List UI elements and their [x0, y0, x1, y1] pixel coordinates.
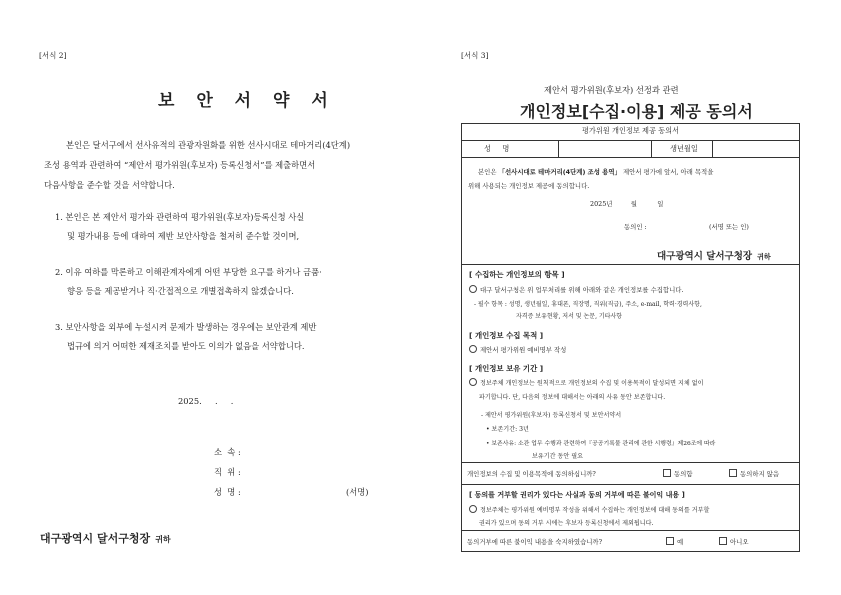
intro-line: 본인은 달서구에서 선사유적의 관광자원화를 위한 선사시대로 테마거리(4단계) — [66, 140, 351, 150]
bullet-circle-icon — [469, 505, 477, 513]
bullet-circle-icon — [469, 285, 477, 293]
section-title: [ 수집하는 개인정보의 항목 ] — [469, 270, 565, 279]
section-text: 정보주체 개인정보는 원칙적으로 개인정보의 수집 및 이용목적이 달성되면 지체 없이 — [480, 380, 704, 387]
addressee — [657, 244, 771, 263]
section-line — [469, 378, 703, 387]
privacy-consent-form — [420, 0, 841, 595]
section-title: [ 개인정보 수집 목적 ] — [469, 331, 544, 340]
signature-note: (서명) — [346, 487, 369, 497]
addressee-suffix: 귀하 — [155, 535, 171, 544]
addressee — [40, 527, 171, 546]
page-title: 보 안 서 약 서 — [158, 91, 336, 111]
section-line: - 제안서 평가위원(후보자) 등록신청서 및 보안서약서 — [481, 412, 622, 419]
no-label: 아니오 — [730, 538, 749, 546]
section-line: 보유기간 동안 필요 — [532, 453, 583, 460]
section-line: • 보존기간: 3년 — [486, 426, 529, 433]
addressee-name: 대구광역시 달서구청장 — [40, 532, 151, 545]
pledge-item-line: 및 평가내용 등에 대하여 제반 보안사항을 철저히 준수할 것이며, — [67, 231, 300, 241]
bullet-circle-icon — [469, 378, 477, 386]
section-line: 파기합니다. 단, 다음의 정보에 대해서는 아래의 사유 동안 보존합니다. — [479, 394, 666, 401]
consent-date: 2025년 월 일 — [590, 200, 664, 208]
pledge-date: 2025. . . — [178, 396, 234, 406]
form-number: [서식 3] — [461, 51, 489, 60]
name-label: 성 명 : — [214, 487, 241, 497]
section-line: 자격증 보유현황, 저서 및 논문, 기타사항 — [516, 313, 623, 320]
checkbox-icon[interactable] — [729, 469, 737, 477]
pledge-item-line: 법규에 의거 어떠한 제재조치를 받아도 이의가 없음을 서약합니다. — [67, 341, 305, 351]
consent-pre: 본인은 — [478, 168, 497, 176]
agree-label: 동의함 — [674, 470, 693, 478]
yes-checkbox[interactable] — [666, 537, 683, 546]
affiliation-label: 소 속 : — [214, 447, 241, 457]
intro-line: 조성 용역과 관련하여 “제안서 평가위원(후보자) 등록신청서”를 제출하면서 — [44, 160, 316, 170]
section-title: [ 동의를 거부할 권리가 있다는 사실과 동의 거부에 따른 불이익 내용 ] — [469, 491, 685, 499]
signature-note: (서명 또는 인) — [709, 223, 749, 231]
pledge-item-line: 2. 이유 여하를 막론하고 이해관계자에게 어떤 부당한 요구를 하거나 금품· — [55, 267, 322, 277]
checkbox-icon[interactable] — [663, 469, 671, 477]
section-text: 정보주체는 평가위원 예비명부 작성을 위해서 수집하는 개인정보에 대해 동의를 거부할 — [480, 507, 710, 514]
consent-post: 제안서 평가에 앞서, 아래 목적을 — [622, 168, 714, 176]
no-checkbox[interactable] — [719, 537, 749, 546]
consent-question: 개인정보의 수집 및 이용목적에 동의하십니까? — [467, 470, 596, 478]
bullet-circle-icon — [469, 345, 477, 353]
checkbox-icon[interactable] — [666, 537, 674, 545]
name-input[interactable] — [559, 141, 650, 156]
disagree-label: 동의하지 않음 — [740, 470, 780, 478]
section-text: 제안서 평가위원 예비명부 작성 — [480, 346, 567, 354]
disagree-checkbox[interactable] — [729, 469, 779, 478]
section-line — [469, 285, 683, 294]
consenter-label: 동의인 : — [624, 223, 647, 231]
addressee-name: 대구광역시 달서구청장 — [657, 251, 753, 262]
checkbox-icon[interactable] — [719, 537, 727, 545]
pledge-item-line: 3. 보안사항을 외부에 누설시켜 문제가 발생하는 경우에는 보안관계 제반 — [55, 322, 317, 332]
birthdate-input[interactable] — [713, 141, 798, 156]
position-label: 직 위 : — [214, 467, 241, 477]
section-line: - 필수 항목 : 성명, 생년월일, 휴대폰, 직장명, 직위(직급), 주소, e-mail, 학력·경력사항, — [474, 301, 702, 308]
addressee-suffix: 귀하 — [757, 253, 771, 261]
section-line: 권리가 있으며 동의 거부 시에는 후보자 등록신청에서 제외됩니다. — [479, 520, 654, 527]
name-field-label: 성 명 — [484, 144, 510, 153]
project-name: 「선사시대로 테마거리(4단계) 조성 용역」 — [498, 168, 621, 176]
yes-label: 예 — [677, 538, 684, 546]
section-line — [469, 505, 709, 514]
section-text: 대구 달서구청은 위 업무처리를 위해 아래와 같은 개인정보를 수집합니다. — [480, 286, 684, 294]
consent-statement-line2: 위해 사용되는 개인정보 제공에 동의합니다. — [468, 182, 590, 190]
form-number: [서식 2] — [39, 51, 67, 60]
section-line: • 보존사유: 소관 업무 수행과 관련하여『공공기록물 관리에 관한 시행령』제26조에 따라 — [486, 441, 716, 447]
security-pledge-form — [0, 0, 420, 595]
table-header: 평가위원 개인정보 제공 동의서 — [581, 126, 680, 135]
section-title: [ 개인정보 보유 기간 ] — [469, 364, 544, 373]
consent-question: 동의거부에 따른 불이익 내용을 숙지하였습니까? — [467, 538, 603, 546]
birth-field-label: 생년월일 — [670, 144, 698, 153]
pledge-item-line: 향응 등을 제공받거나 직·간접적으로 개별접촉하지 않겠습니다. — [67, 286, 294, 296]
form-subtitle: 제안서 평가위원(후보자) 선정과 관련 — [544, 85, 679, 95]
agree-checkbox[interactable] — [663, 469, 693, 478]
pledge-item-line: 1. 본인은 본 제안서 평가와 관련하여 평가위원(후보자)등록신청 사실 — [55, 212, 305, 222]
section-line — [469, 345, 566, 354]
consent-statement — [478, 167, 713, 176]
page-title: 개인정보[수집·이용] 제공 동의서 — [520, 102, 753, 121]
intro-line: 다음사항을 준수할 것을 서약합니다. — [44, 180, 175, 190]
